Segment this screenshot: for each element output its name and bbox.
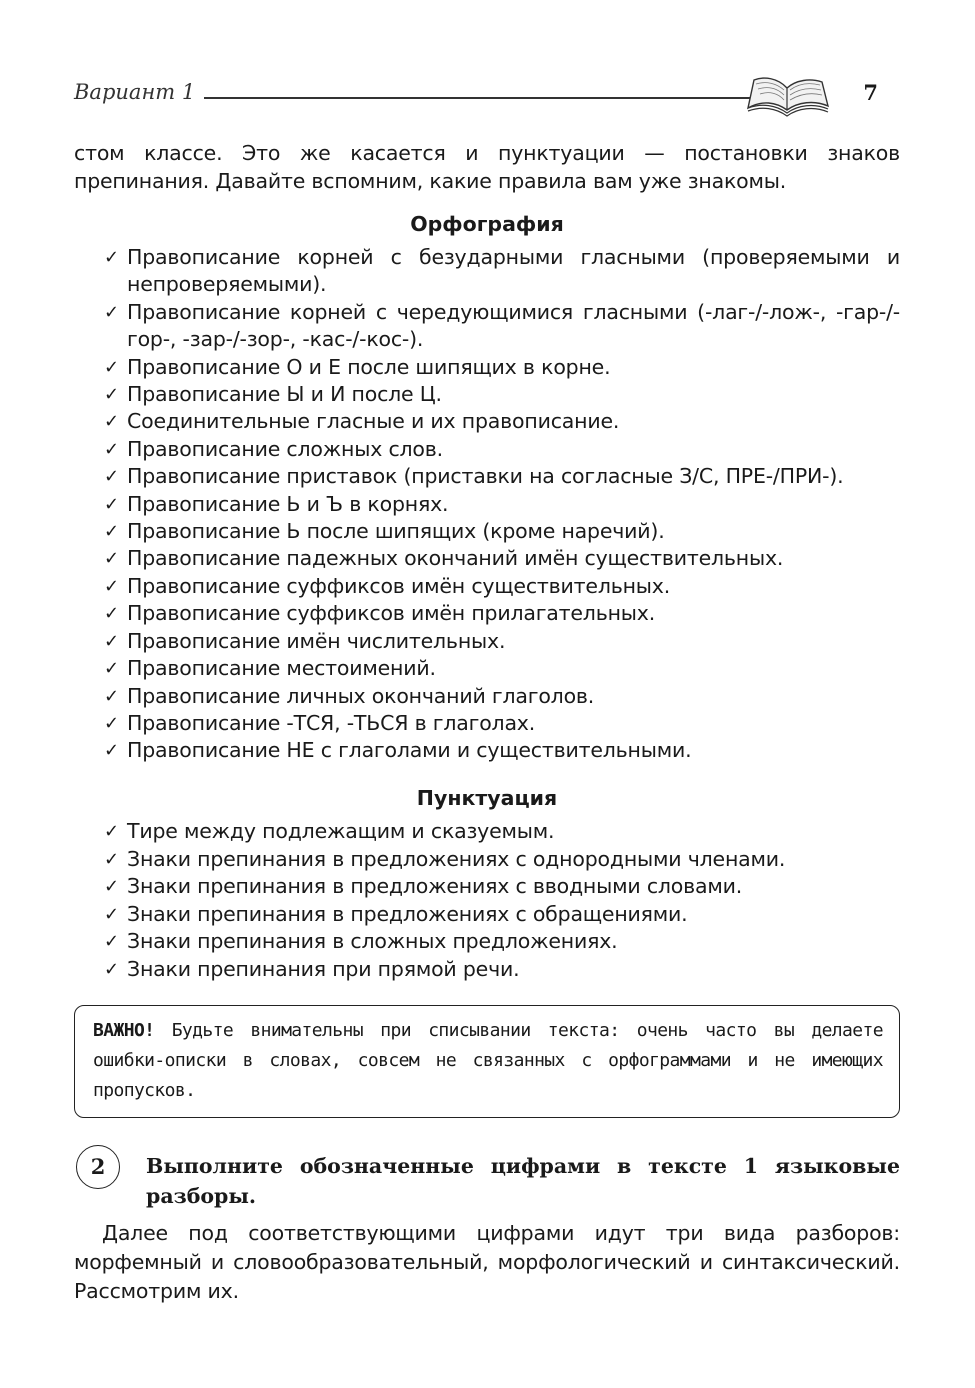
header-rule <box>204 97 804 99</box>
check-icon: ✓ <box>104 958 119 980</box>
list-item: ✓ Правописание личных окончаний глаголов. <box>104 683 900 710</box>
check-icon: ✓ <box>104 603 119 625</box>
check-icon: ✓ <box>104 575 119 597</box>
list-item: ✓ Знаки препинания в предложениях с вводными словами. <box>104 873 900 901</box>
list-item: ✓ Правописание -ТСЯ, -ТЬСЯ в глаголах. <box>104 710 900 737</box>
list-item: ✓ Правописание Ь и Ъ в корнях. <box>104 491 900 518</box>
list-item: ✓ Правописание О и Е после шипящих в корне. <box>104 354 900 381</box>
important-note-text <box>93 1016 883 1106</box>
check-icon: ✓ <box>104 356 119 378</box>
list-item: ✓ Правописание суффиксов имён прилагательных. <box>104 600 900 627</box>
list-item: ✓ Правописание корней с безударными гласными (проверяемыми и непроверяемыми). <box>104 245 900 297</box>
check-icon: ✓ <box>104 685 119 707</box>
important-body: Будьте внимательны при списывании текста: очень часто вы делаете ошибки-описки в словах, совсем не связанных с орфограммами и не имеющих пропусков. <box>93 1020 883 1101</box>
check-icon: ✓ <box>104 931 119 952</box>
check-icon: ✓ <box>104 712 119 734</box>
list-item: ✓ Правописание местоимений. <box>104 655 900 682</box>
check-icon: ✓ <box>104 821 119 842</box>
important-note-box <box>74 1005 900 1118</box>
list-item: ✓ Правописание Ы и И после Ц. <box>104 381 900 408</box>
list-item: ✓ Соединительные гласные и их правописание. <box>104 408 900 435</box>
check-icon: ✓ <box>104 548 119 570</box>
check-icon: ✓ <box>104 630 119 652</box>
variant-label: Вариант 1 <box>74 80 196 104</box>
list-item: ✓ Знаки препинания в сложных предложениях. <box>104 928 900 956</box>
list-item: ✓ Тире между подлежащим и сказуемым. <box>104 818 900 846</box>
list-item: ✓ Знаки препинания в предложениях с обращениями. <box>104 901 900 929</box>
list-item: ✓ Правописание Ь после шипящих (кроме наречий). <box>104 518 900 545</box>
check-icon: ✓ <box>104 301 119 323</box>
check-icon: ✓ <box>104 658 119 680</box>
orthography-list <box>104 244 900 765</box>
check-icon: ✓ <box>104 493 119 515</box>
task-number-badge: 2 <box>76 1145 120 1189</box>
punctuation-list <box>104 818 900 983</box>
orthography-title: Орфография <box>410 212 564 236</box>
list-item: ✓ Правописание корней с чередующимися гласными (-лаг-/-лож-, -гар-/-гор-, -зар-/-зор-, -кас-/-кос-). <box>104 299 900 352</box>
list-item: ✓ Правописание приставок (приставки на согласные З/С, ПРЕ-/ПРИ-). <box>104 463 900 490</box>
list-item: ✓ Знаки препинания в предложениях с однородными членами. <box>104 846 900 874</box>
check-icon: ✓ <box>104 384 119 406</box>
page-number: 7 <box>863 80 878 105</box>
check-icon: ✓ <box>104 466 119 488</box>
check-icon: ✓ <box>104 247 119 268</box>
important-label: ВАЖНО! <box>93 1020 155 1041</box>
check-icon: ✓ <box>104 876 119 897</box>
list-item: ✓ Правописание НЕ с глаголами и существительными. <box>104 737 900 764</box>
list-item: ✓ Правописание суффиксов имён существительных. <box>104 573 900 600</box>
check-icon: ✓ <box>104 521 119 543</box>
task-heading: Выполните обозначенные цифрами в тексте 1 языковые разборы. <box>146 1154 900 1208</box>
check-icon: ✓ <box>104 438 119 460</box>
outro-paragraph: Далее под соответствующими цифрами идут три вида разборов: морфемный и словообразовательный, морфологический и синтаксический. Рассмотрим их. <box>74 1221 900 1303</box>
check-icon: ✓ <box>104 740 119 762</box>
list-item: ✓ Правописание имён числительных. <box>104 628 900 655</box>
page-header <box>74 78 900 118</box>
intro-paragraph: стом классе. Это же касается и пунктуации — постановки знаков препинания. Давайте вспомним, какие правила вам уже знакомы. <box>74 141 900 193</box>
check-icon: ✓ <box>104 903 119 925</box>
list-item: ✓ Правописание падежных окончаний имён существительных. <box>104 545 900 572</box>
list-item: ✓ Правописание сложных слов. <box>104 436 900 463</box>
open-book-icon <box>742 70 832 122</box>
punctuation-title: Пунктуация <box>416 786 558 810</box>
check-icon: ✓ <box>104 848 119 870</box>
check-icon: ✓ <box>104 411 119 433</box>
list-item: ✓ Знаки препинания при прямой речи. <box>104 956 900 984</box>
